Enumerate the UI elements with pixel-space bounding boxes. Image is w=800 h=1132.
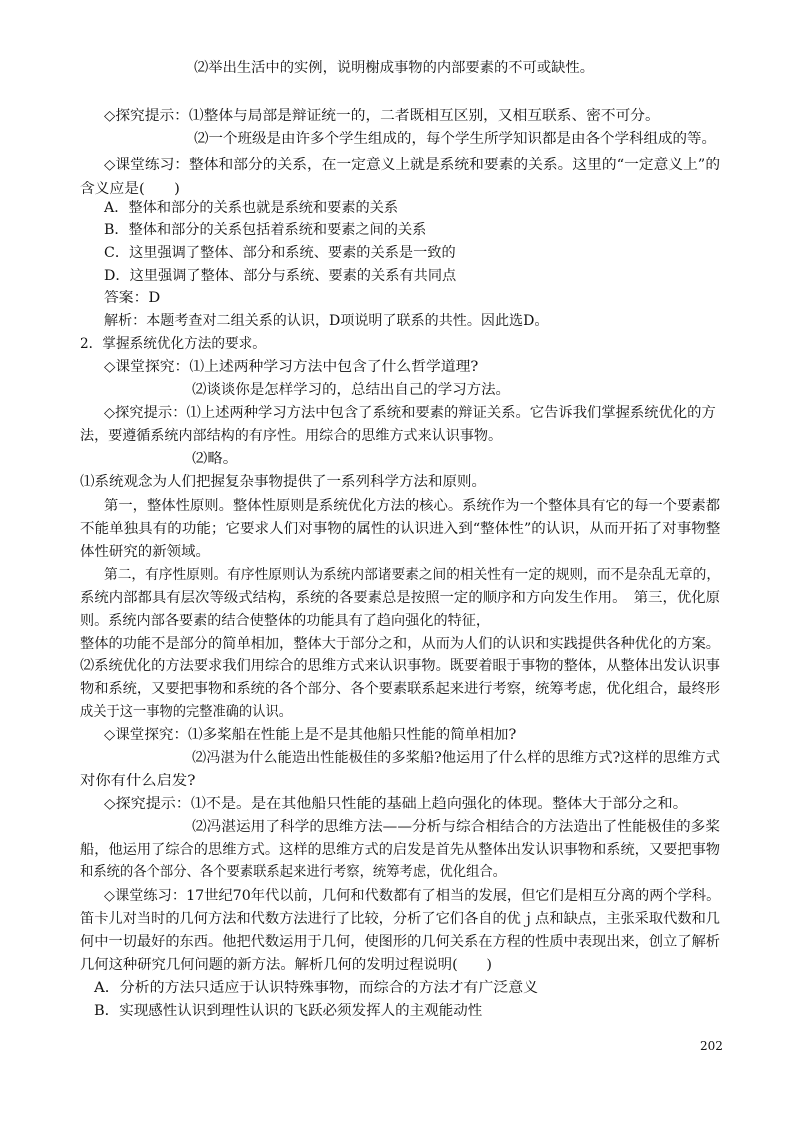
text-line: ◇课堂探究：⑴上述两种学习方法中包含了什么哲学道理?: [104, 359, 479, 375]
text-line: B．实现感性认识到理性认识的飞跃必须发挥人的主观能动性: [94, 1003, 483, 1019]
text-line: 系统内部都具有层次等级式结构，系统的各要素总是按照一定的顺序和方向发生作用。 第三，优化原: [80, 590, 721, 606]
text-line: ◇课堂练习：整体和部分的关系，在一定意义上就是系统和要素的关系。这里的“一定意义上”的: [104, 157, 721, 173]
text-line: ⑵系统优化的方法要求我们用综合的思维方式来认识事物。既要着眼于事物的整体，从整体出发认识事: [80, 658, 721, 674]
text-line: ◇课堂练习：17世纪70年代以前，几何和代数都有了相当的发展，但它们是相互分离的两个学科。: [104, 888, 721, 904]
text-line: 第二，有序性原则。有序性原则认为系统内部诸要素之间的相关性有一定的规则，而不是杂乱无章的，: [104, 567, 721, 583]
text-line: 何中一切最好的东西。他把代数运用于几何，使图形的几何关系在方程的性质中表现出来，创立了解析: [80, 934, 721, 950]
text-line: ⑵冯湛为什么能造出性能极佳的多桨船?他运用了什么样的思维方式?这样的思维方式: [192, 750, 720, 766]
text-line: 2．掌握系统优化方法的要求。: [80, 336, 266, 352]
text-line: 第一，整体性原则。整体性原则是系统优化方法的核心。系统作为一个整体具有它的每一个要素都: [104, 498, 721, 514]
page-number: 202: [700, 1039, 723, 1053]
text-line: ⑴系统观念为人们把握复杂事物提供了一系列科学方法和原则。: [80, 474, 486, 490]
text-line: ⑵略。: [192, 451, 238, 467]
text-line: ⑵举出生活中的实例，说明榭成事物的内部要素的不可或缺性。: [194, 60, 594, 76]
text-line: ⑵一个班级是由许多个学生组成的，每个学生所学知识都是由各个学科组成的等。: [194, 131, 716, 147]
text-line: ⑵冯湛运用了科学的思维方法——分析与综合相结合的方法造出了性能极佳的多桨: [192, 819, 720, 835]
text-line: 成关于这一事物的完整准确的认识。: [80, 704, 292, 720]
text-line: ◇课堂探究：⑴多桨船在性能上是不是其他船只性能的简单相加?: [104, 727, 517, 743]
text-line: A．整体和部分的关系也就是系统和要素的关系: [104, 200, 399, 216]
text-line: ◇探究提示：⑴不是。是在其他船只性能的基础上趋向强化的体现。整体大于部分之和。: [104, 796, 688, 812]
text-line: D．这里强调了整体、部分与系统、要素的关系有共同点: [104, 268, 457, 284]
text-line: 船，他运用了综合的思维方式。这样的思维方式的启发是首先从整体出发认识事物和系统，又要把事物: [80, 842, 721, 858]
text-line: C．这里强调了整体、部分和系统、要素的关系是一致的: [104, 245, 456, 261]
text-line: 解析：本题考查对二组关系的认识，D项说明了联系的共性。因此选D。: [104, 313, 549, 329]
text-line: 对你有什么启发?: [80, 773, 196, 789]
text-line: ⑵谈谈你是怎样学习的，总结出自己的学习方法。: [192, 382, 511, 398]
text-line: 法，要遵循系统内部结构的有序性。用综合的思维方式来认识事物。: [80, 428, 503, 444]
text-line: B．整体和部分的关系包括着系统和要素之间的关系: [104, 222, 427, 238]
text-line: 体性研究的新领域。: [80, 544, 210, 560]
text-line: A．分析的方法只适应于认识特殊事物，而综合的方法才有广泛意义: [94, 980, 539, 996]
text-line: 不能单独具有的功能；它要求人们对事物的属性的认识进入到“整体性”的认识，从而开拓了对事物整: [80, 521, 721, 537]
text-line: ◇探究提示：⑴整体与局部是辩证统一的，二者既相互区别，又相互联系、密不可分。: [104, 108, 660, 124]
text-line: ◇探究提示：⑴上述两种学习方法中包含了系统和要素的辩证关系。它告诉我们掌握系统优化的方: [104, 405, 716, 421]
text-line: 和系统的各个部分、各个要素联系起来进行考察，统筹考虑，优化组合。: [80, 864, 507, 880]
text-line: 物和系统，又要把事物和系统的各个部分、各个要素联系起来进行考察，统筹考虑，优化组合，最终形: [80, 681, 721, 697]
text-line: 含义应是( ): [80, 181, 180, 197]
text-line: 几何这种研究几何问题的新方法。解析几何的发明过程说明( ): [80, 957, 492, 973]
text-line: 整体的功能不是部分的简单相加，整体大于部分之和，从而为人们的认识和实践提供各种优化的方案。: [80, 636, 721, 652]
text-line: 笛卡儿对当时的几何方法和代数方法进行了比较，分析了它们各自的优ｊ点和缺点，主张采取代数和几: [80, 911, 721, 927]
text-line: 则。系统内部各要素的结合使整体的功能具有了趋向强化的特征，: [80, 613, 491, 629]
text-line: 答案：D: [104, 290, 161, 306]
